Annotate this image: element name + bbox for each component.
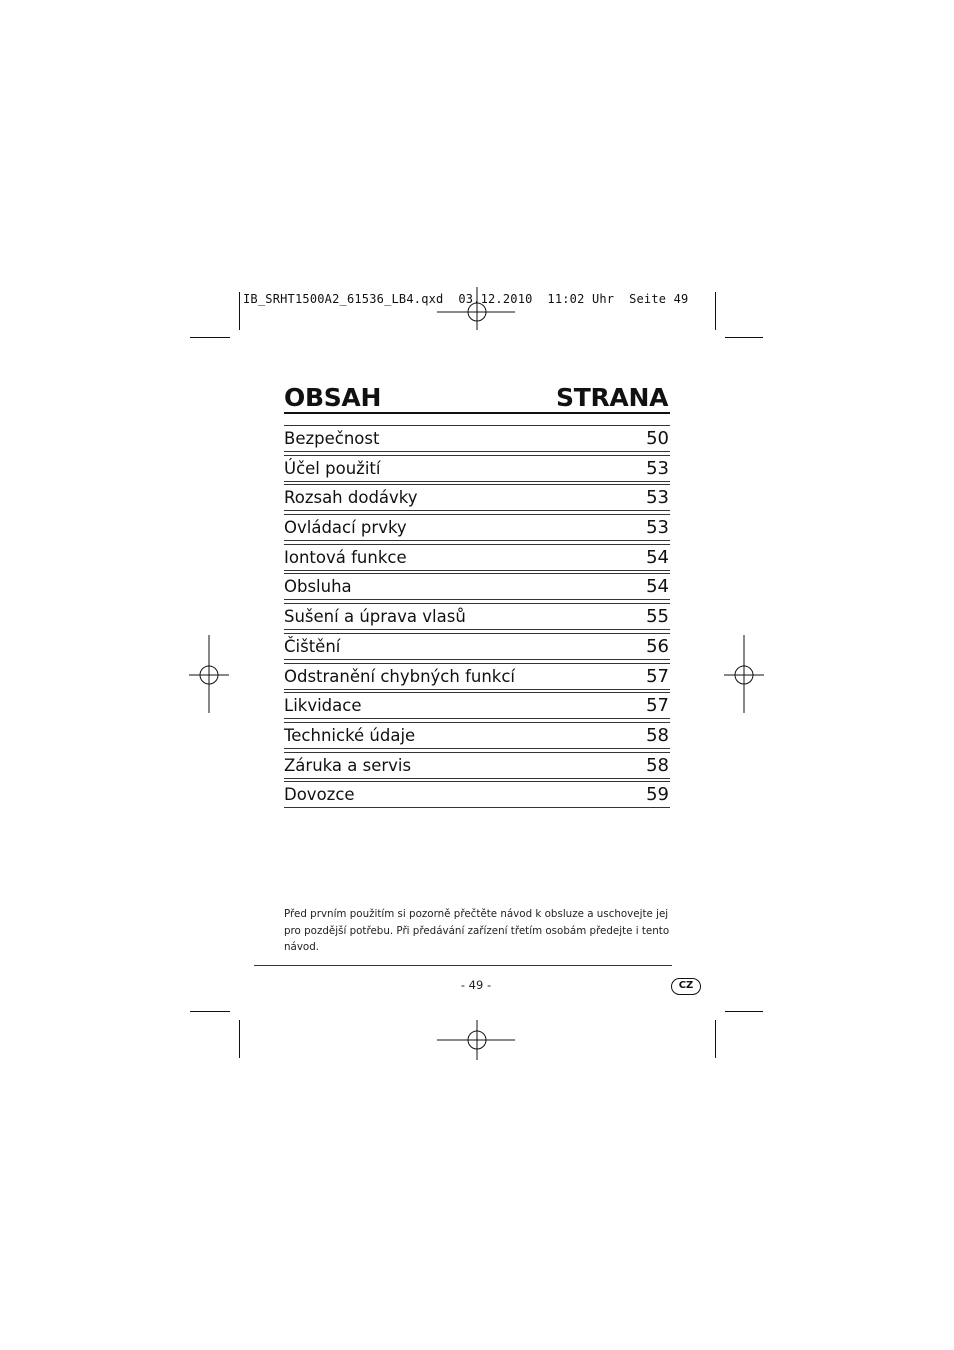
crop-mark <box>239 1020 240 1058</box>
toc-heading-rule <box>284 412 670 414</box>
toc-entry-label: Dovozce <box>284 785 355 805</box>
crop-mark <box>715 1020 716 1058</box>
page-number: - 49 - <box>460 978 492 992</box>
toc-list <box>284 425 670 811</box>
toc-row[interactable] <box>284 781 670 811</box>
toc-entry-label: Ovládací prvky <box>284 518 407 538</box>
toc-row[interactable] <box>284 425 670 455</box>
toc-entry-page: 59 <box>646 784 669 806</box>
toc-entry-page: 56 <box>646 635 669 657</box>
toc-row[interactable] <box>284 455 670 485</box>
language-badge: CZ <box>671 978 701 995</box>
toc-entry-label: Čištění <box>284 636 341 656</box>
toc-entry-label: Iontová funkce <box>284 547 407 567</box>
toc-entry-label: Bezpečnost <box>284 429 380 448</box>
footer-rule <box>254 965 672 966</box>
toc-entry-page: 53 <box>646 457 669 479</box>
toc-entry-page: 57 <box>646 695 669 717</box>
registration-mark-top <box>437 272 517 352</box>
crop-mark <box>190 337 230 338</box>
toc-entry-page: 58 <box>646 724 669 746</box>
toc-entry-page: 54 <box>646 546 669 568</box>
crop-mark <box>239 292 240 330</box>
usage-note-line: Před prvním použitím si pozorně přečtěte návod k obsluze a uschovejte jej <box>284 908 669 920</box>
toc-row[interactable] <box>284 722 670 752</box>
usage-note-line: návod. <box>284 941 320 953</box>
toc-row[interactable] <box>284 484 670 514</box>
toc-row[interactable] <box>284 752 670 782</box>
toc-entry-page: 57 <box>646 665 669 687</box>
toc-entry-page: 53 <box>646 517 669 539</box>
toc-heading-page: STRANA <box>556 383 669 412</box>
crop-mark <box>715 292 716 330</box>
toc-entry-label: Záruka a servis <box>284 755 412 775</box>
toc-entry-page: 50 <box>646 428 669 449</box>
toc-entry-label: Sušení a úprava vlasů <box>284 607 466 627</box>
print-slug: IB_SRHT1500A2_61536_LB4.qxd 03.12.2010 11:02 Uhr Seite 49 <box>243 292 689 306</box>
crop-mark <box>725 1011 763 1012</box>
toc-entry-label: Obsluha <box>284 577 352 597</box>
toc-row[interactable] <box>284 544 670 574</box>
toc-entry-label: Odstranění chybných funkcí <box>284 666 516 686</box>
toc-heading <box>284 383 670 412</box>
toc-entry-page: 55 <box>646 606 669 628</box>
toc-entry-page: 53 <box>646 487 669 509</box>
toc-entry-label: Likvidace <box>284 696 362 716</box>
registration-mark-right <box>704 635 784 715</box>
toc-row[interactable] <box>284 603 670 633</box>
toc-row[interactable] <box>284 514 670 544</box>
crop-mark <box>190 1011 230 1012</box>
toc-entry-label: Účel použití <box>284 458 381 478</box>
toc-entry-label: Rozsah dodávky <box>284 488 418 508</box>
toc-entry-page: 58 <box>646 754 669 776</box>
crop-mark <box>725 337 763 338</box>
toc-row[interactable] <box>284 663 670 693</box>
usage-note <box>284 906 674 956</box>
usage-note-line: pro pozdější potřebu. Při předávání zařízení třetím osobám předejte i tento <box>284 924 670 937</box>
toc-row[interactable] <box>284 573 670 603</box>
toc-heading-contents: OBSAH <box>284 383 382 412</box>
registration-mark-left <box>169 635 249 715</box>
toc-row[interactable] <box>284 633 670 663</box>
toc-entry-label: Technické údaje <box>284 725 416 745</box>
registration-mark-bottom <box>437 1000 517 1080</box>
toc-entry-page: 54 <box>646 576 669 598</box>
toc-row[interactable] <box>284 692 670 722</box>
